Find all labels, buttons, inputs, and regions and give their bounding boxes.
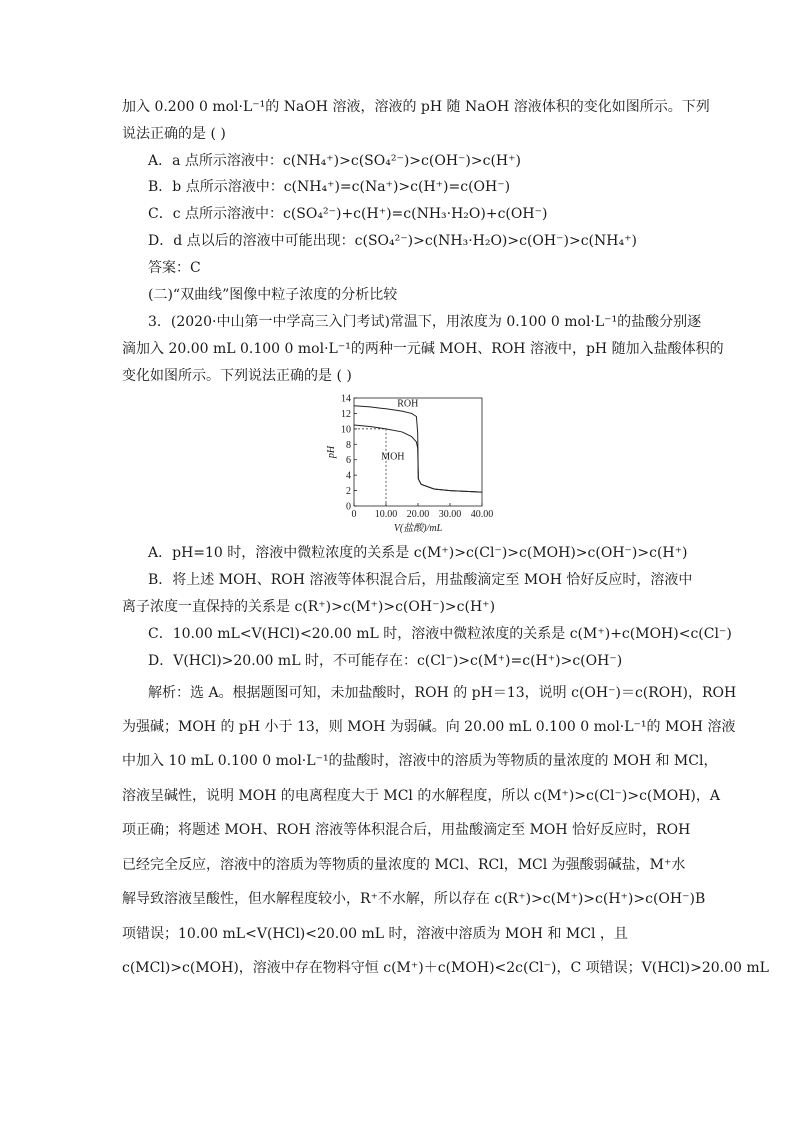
x-tick-label: 40.00 [470, 509, 494, 520]
explanation-line: 溶液呈碱性，说明 MOH 的电离程度大于 MCl 的水解程度，所以 c(M⁺)>c(Cl⁻)>c(MOH)，A [122, 788, 720, 804]
y-axis-label: pH [326, 445, 337, 459]
x-tick-label: 20.00 [406, 509, 430, 520]
x-tick-label: 10.00 [374, 509, 398, 520]
y-tick-label: 2 [346, 486, 351, 498]
option-c: C．10.00 mL<V(HCl)<20.00 mL 时，溶液中微粒浓度的关系是 c(M⁺)+c(MOH)<c(Cl⁻) [148, 626, 732, 642]
x-tick-label: 0 [351, 509, 357, 520]
explanation-line: 项错误；10.00 mL<V(HCl)<20.00 mL 时，溶液中溶质为 MOH 和 MCl ，且 [122, 926, 628, 942]
annotation-roh: ROH [397, 398, 419, 410]
explanation-line: 项正确；将题述 MOH、ROH 溶液等体积混合后，用盐酸滴定至 MOH 恰好反应时，ROH [122, 822, 691, 838]
answer: 答案：C [148, 260, 201, 276]
y-tick-label: 12 [341, 408, 351, 420]
titration-chart-svg [322, 392, 502, 534]
y-tick-label: 8 [346, 439, 351, 451]
option-b: B．b 点所示溶液中：c(NH₄⁺)=c(Na⁺)>c(H⁺)=c(OH⁻) [148, 179, 511, 195]
y-tick-label: 6 [346, 455, 351, 467]
y-tick-label: 4 [346, 470, 351, 482]
y-tick-label: 10 [341, 424, 351, 436]
annotation-moh: MOH [381, 451, 405, 463]
explanation-line: 解导致溶液呈酸性，但水解程度较小，R⁺不水解，所以存在 c(R⁺)>c(M⁺)>c(H⁺)>c(OH⁻)B [122, 891, 706, 907]
option-a: A．a 点所示溶液中：c(NH₄⁺)>c(SO₄²⁻)>c(OH⁻)>c(H⁺) [148, 153, 521, 169]
titration-chart [322, 392, 502, 534]
text-line: 变化如图所示。下列说法正确的是 ( ) [122, 368, 352, 384]
x-axis-label: V(盐酸)/mL [393, 523, 443, 534]
section-heading: (二)“双曲线”图像中粒子浓度的分析比较 [148, 287, 398, 303]
explanation-line: 中加入 10 mL 0.100 0 mol·L⁻¹的盐酸时，溶液中的溶质为等物质的量浓度的 MOH 和 MCl， [122, 753, 718, 769]
option-c: C．c 点所示溶液中：c(SO₄²⁻)+c(H⁺)=c(NH₃·H₂O)+c(OH⁻) [148, 206, 548, 222]
option-d: D．d 点以后的溶液中可能出现：c(SO₄²⁻)>c(NH₃·H₂O)>c(OH⁻)>c(NH₄⁺) [148, 233, 637, 249]
option-b: B．将上述 MOH、ROH 溶液等体积混合后，用盐酸滴定至 MOH 恰好反应时，溶液中 [148, 572, 693, 588]
explanation-line: 为强碱；MOH 的 pH 小于 13，则 MOH 为弱碱。向 20.00 mL 0.100 0 mol·L⁻¹的 MOH 溶液 [122, 719, 736, 735]
option-d: D．V(HCl)>20.00 mL 时，不可能存在：c(Cl⁻)>c(M⁺)=c(H⁺)>c(OH⁻) [148, 653, 623, 669]
text-line: 滴加入 20.00 mL 0.100 0 mol·L⁻¹的两种一元碱 MOH、ROH 溶液中，pH 随加入盐酸体积的 [122, 341, 724, 357]
explanation-line: 解析：选 A。根据题图可知，未加盐酸时，ROH 的 pH＝13，说明 c(OH⁻)＝c(ROH)，ROH [148, 685, 737, 701]
question-3: 3．(2020·中山第一中学高三入门考试)常温下，用浓度为 0.100 0 mol·L⁻¹的盐酸分别逐 [148, 314, 702, 330]
explanation-line: 已经完全反应，溶液中的溶质为等物质的量浓度的 MCl、RCl，MCl 为强酸弱碱盐，M⁺水 [122, 857, 686, 873]
option-a: A．pH=10 时，溶液中微粒浓度的关系是 c(M⁺)>c(Cl⁻)>c(MOH)>c(OH⁻)>c(H⁺) [148, 545, 688, 561]
y-tick-label: 14 [341, 393, 351, 405]
text-line: 加入 0.200 0 mol·L⁻¹的 NaOH 溶液，溶液的 pH 随 NaOH 溶液体积的变化如图所示。下列 [122, 99, 710, 115]
y-tick-label: 0 [346, 501, 351, 513]
explanation-line: c(MCl)>c(MOH)，溶液中存在物料守恒 c(M⁺)＋c(MOH)<2c(Cl⁻)，C 项错误；V(HCl)>20.00 mL [122, 960, 769, 976]
x-tick-label: 30.00 [438, 509, 462, 520]
text-line: 说法正确的是 ( ) [122, 126, 226, 142]
text-line: 离子浓度一直保持的关系是 c(R⁺)>c(M⁺)>c(OH⁻)>c(H⁺) [122, 599, 496, 615]
